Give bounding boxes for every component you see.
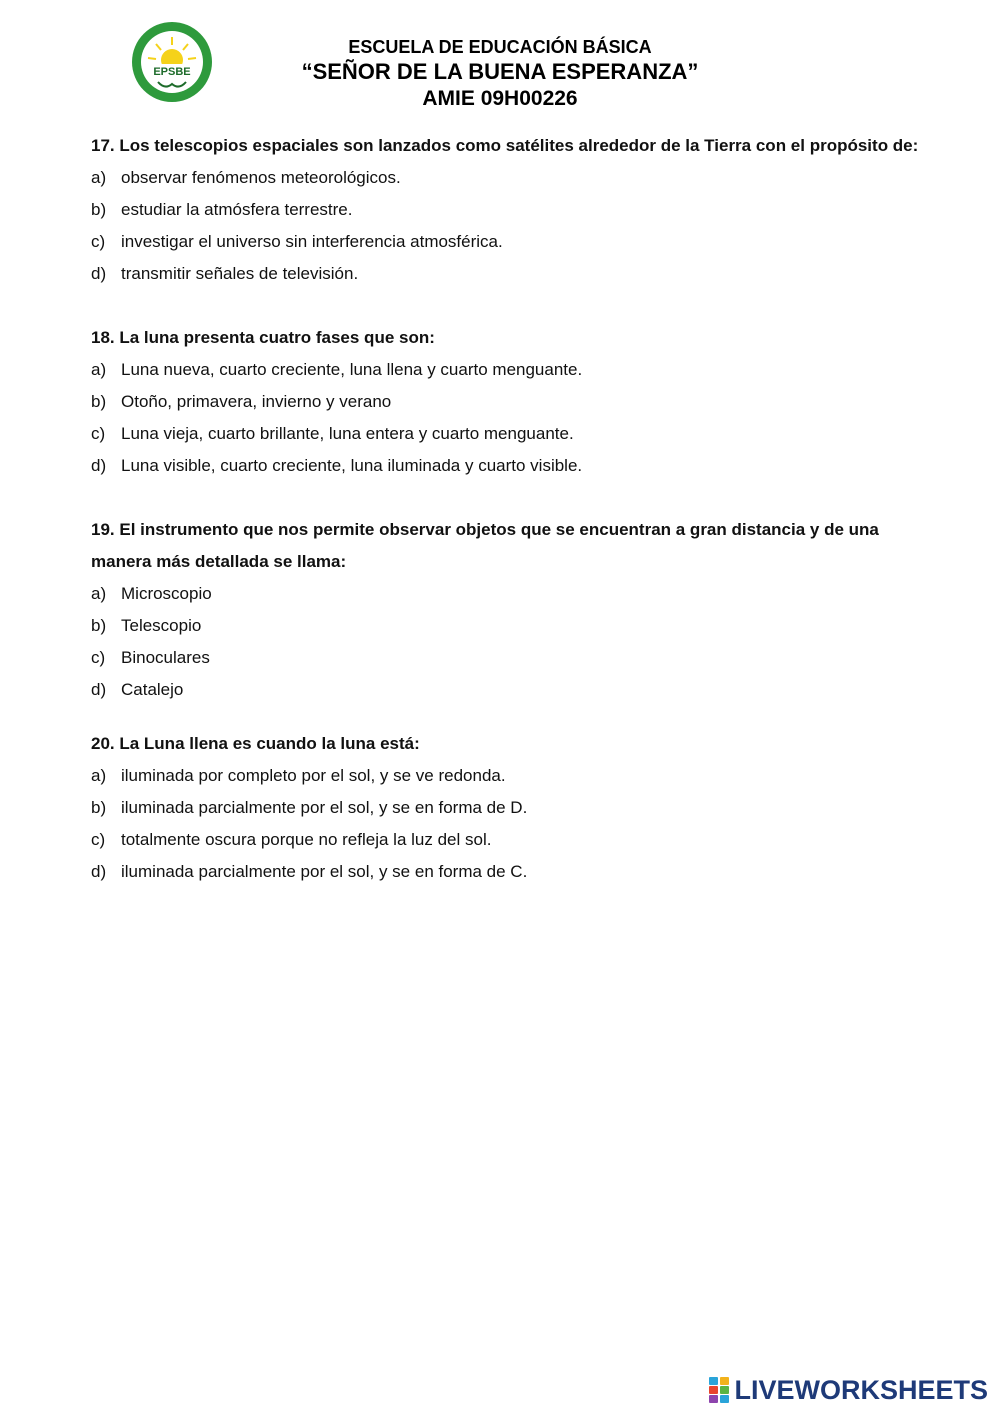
option-text: Microscopio	[121, 584, 212, 603]
logo-lettering: EPSBE	[153, 66, 191, 78]
brand-name: LIVEWORKSHEETS	[734, 1375, 988, 1405]
question-list	[91, 130, 921, 888]
option-letter: a)	[91, 360, 107, 379]
school-name: “SEÑOR DE LA BUENA ESPERANZA”	[301, 59, 699, 84]
option-letter: a)	[91, 584, 107, 603]
option-letter: c)	[91, 830, 106, 849]
answer-option[interactable]	[91, 642, 921, 674]
question-text: 18. La luna presenta cuatro fases que son:	[91, 328, 435, 347]
option-letter: b)	[91, 798, 107, 817]
answer-option[interactable]	[91, 450, 921, 482]
option-letter: d)	[91, 264, 107, 283]
option-text: Binoculares	[121, 648, 210, 667]
answer-option[interactable]	[91, 258, 921, 290]
school-type: ESCUELA DE EDUCACIÓN BÁSICA	[348, 37, 652, 57]
option-text: observar fenómenos meteorológicos.	[121, 168, 401, 187]
option-text: iluminada por completo por el sol, y se ve redonda.	[121, 766, 506, 785]
option-text: totalmente oscura porque no refleja la luz del sol.	[121, 830, 492, 849]
answer-option[interactable]	[91, 578, 921, 610]
option-text: iluminada parcialmente por el sol, y se en forma de C.	[121, 862, 528, 881]
option-text: Otoño, primavera, invierno y verano	[121, 392, 392, 411]
option-letter: d)	[91, 862, 107, 881]
option-letter: b)	[91, 616, 107, 635]
question-text: 17. Los telescopios espaciales son lanzados como satélites alrededor de la Tierra con el propósito de:	[91, 136, 919, 155]
school-header	[250, 36, 750, 112]
option-letter: b)	[91, 200, 107, 219]
option-letter: c)	[91, 648, 106, 667]
answer-option[interactable]	[91, 418, 921, 450]
answer-option[interactable]	[91, 610, 921, 642]
option-text: investigar el universo sin interferencia atmosférica.	[121, 232, 503, 251]
answer-option[interactable]	[91, 162, 921, 194]
option-letter: c)	[91, 232, 106, 251]
liveworksheets-brand	[708, 1374, 988, 1406]
answer-option[interactable]	[91, 856, 921, 888]
answer-option[interactable]	[91, 674, 921, 706]
answer-option[interactable]	[91, 824, 921, 856]
option-text: Luna nueva, cuarto creciente, luna llena y cuarto menguante.	[121, 360, 583, 379]
school-logo	[130, 20, 214, 104]
answer-option[interactable]	[91, 386, 921, 418]
answer-option[interactable]	[91, 354, 921, 386]
question-18	[91, 322, 921, 482]
option-letter: d)	[91, 456, 107, 475]
answer-option[interactable]	[91, 792, 921, 824]
liveworksheets-logo-icon	[708, 1376, 730, 1404]
question-text: 20. La Luna llena es cuando la luna está:	[91, 734, 420, 753]
question-17	[91, 130, 921, 290]
question-text: 19. El instrumento que nos permite observar objetos que se encuentran a gran distancia y de una manera más detallada se llama:	[91, 520, 879, 571]
option-text: estudiar la atmósfera terrestre.	[121, 200, 353, 219]
option-text: Catalejo	[121, 680, 184, 699]
option-letter: a)	[91, 168, 107, 187]
option-text: Luna visible, cuarto creciente, luna iluminada y cuarto visible.	[121, 456, 583, 475]
answer-option[interactable]	[91, 760, 921, 792]
answer-option[interactable]	[91, 194, 921, 226]
option-letter: c)	[91, 424, 106, 443]
question-20	[91, 728, 921, 888]
answer-option[interactable]	[91, 226, 921, 258]
option-letter: d)	[91, 680, 107, 699]
option-text: Luna vieja, cuarto brillante, luna entera y cuarto menguante.	[121, 424, 574, 443]
option-letter: a)	[91, 766, 107, 785]
option-letter: b)	[91, 392, 107, 411]
option-text: iluminada parcialmente por el sol, y se en forma de D.	[121, 798, 528, 817]
option-text: transmitir señales de televisión.	[121, 264, 359, 283]
question-19	[91, 514, 921, 706]
school-amie-code: AMIE 09H00226	[422, 87, 578, 110]
option-text: Telescopio	[121, 616, 202, 635]
